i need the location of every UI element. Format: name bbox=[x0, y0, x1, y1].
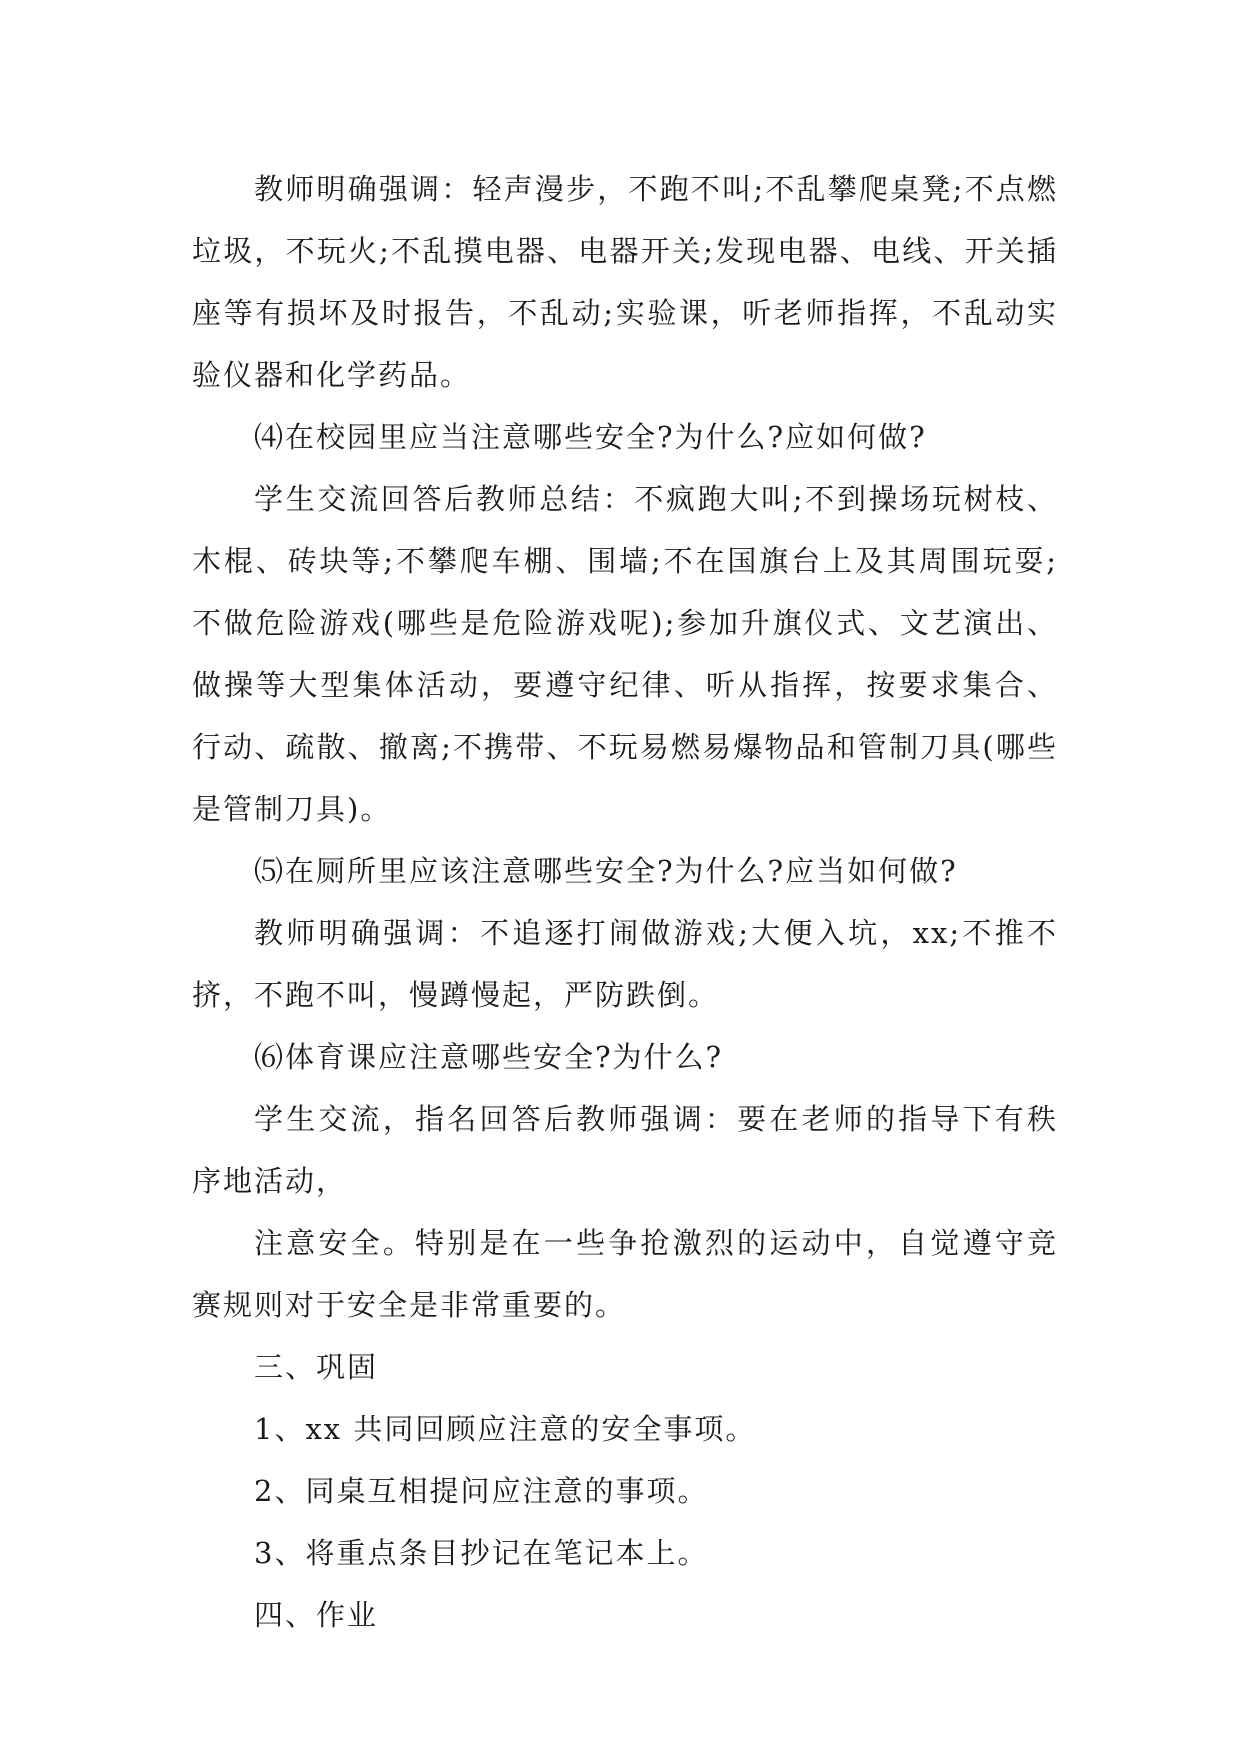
paragraph-teacher-emphasis-toilet: 教师明确强调：不追逐打闹做游戏;大便入坑，xx;不推不挤，不跑不叫，慢蹲慢起，严防跌倒。 bbox=[192, 916, 1058, 1012]
section-heading-homework: 四、作业 bbox=[254, 1598, 379, 1632]
list-item-peer-questions: 2、同桌互相提问应注意的事项。 bbox=[254, 1474, 709, 1508]
list-item-review: 1、xx 共同回顾应注意的安全事项。 bbox=[254, 1412, 757, 1446]
paragraph-summary-campus: 学生交流回答后教师总结：不疯跑大叫;不到操场玩树枝、木棍、砖块等;不攀爬车棚、围墙;不在国旗台上及其周围玩耍;不做危险游戏(哪些是危险游戏呢);参加升旗仪式、文艺演出、做操等大型集体活动，要遵守纪律、听从指挥，按要求集合、行动、疏散、撤离;不携带、不玩易燃易爆物品和管制刀具(哪些是管制刀具)。 bbox=[192, 482, 1058, 826]
list-item-notes: 3、将重点条目抄记在笔记本上。 bbox=[254, 1536, 709, 1570]
paragraph-question-pe: ⑹体育课应注意哪些安全?为什么? bbox=[254, 1040, 724, 1074]
section-heading-consolidation: 三、巩固 bbox=[254, 1350, 379, 1384]
paragraph-student-exchange-pe: 学生交流，指名回答后教师强调：要在老师的指导下有秩序地活动， bbox=[192, 1102, 1058, 1198]
paragraph-teacher-emphasis-classroom: 教师明确强调：轻声漫步，不跑不叫;不乱攀爬桌凳;不点燃垃圾，不玩火;不乱摸电器、电器开关;发现电器、电线、开关插座等有损坏及时报告，不乱动;实验课，听老师指挥，不乱动实验仪器和化学药品。 bbox=[192, 172, 1058, 392]
paragraph-question-toilet: ⑸在厕所里应该注意哪些安全?为什么?应当如何做? bbox=[254, 854, 958, 888]
document-body bbox=[192, 158, 1058, 1646]
paragraph-safety-rules: 注意安全。特别是在一些争抢激烈的运动中，自觉遵守竞赛规则对于安全是非常重要的。 bbox=[192, 1226, 1058, 1322]
paragraph-question-campus: ⑷在校园里应当注意哪些安全?为什么?应如何做? bbox=[254, 420, 927, 454]
